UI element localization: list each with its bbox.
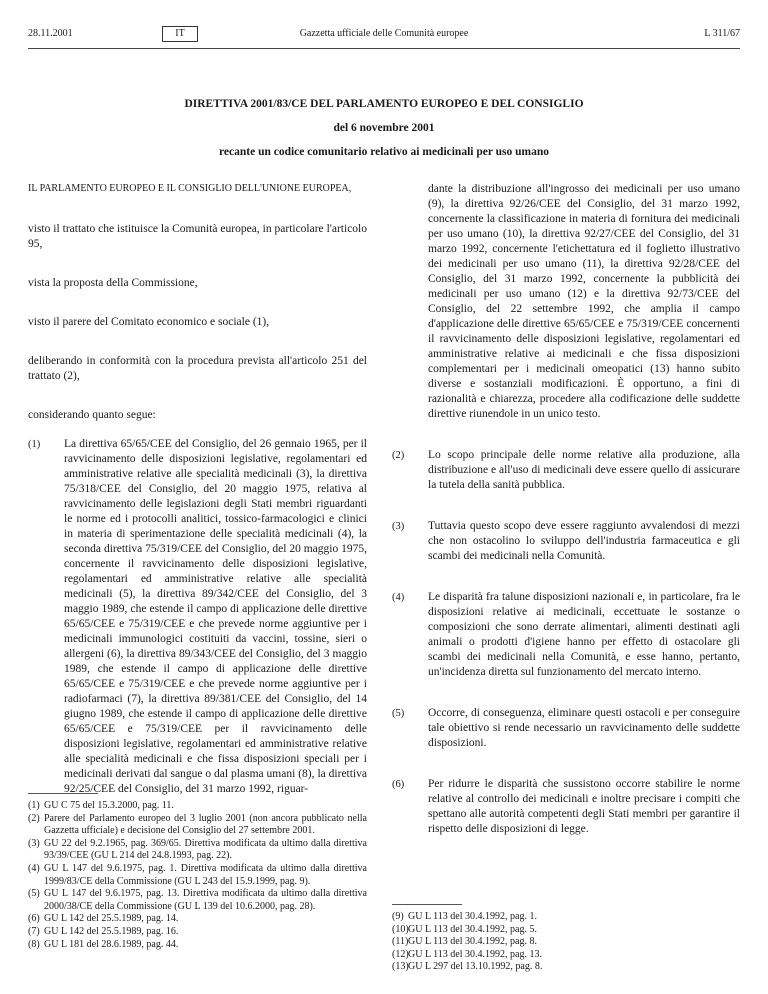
recital-2 (392, 448, 740, 493)
recital-5 (392, 706, 740, 751)
recital-number: (5) (392, 708, 405, 719)
footnote-text: GU L 113 del 30.4.1992, pag. 13. (408, 948, 542, 960)
citation-opinion: visto il parere del Comitato economico e sociale (1), (28, 316, 270, 328)
footnote-text: GU L 113 del 30.4.1992, pag. 1. (408, 911, 537, 922)
left-column (28, 182, 367, 797)
recital-text: Occorre, di conseguenza, eliminare questi ostacoli e per conseguire tale obiettivo si rende necessario un ravvicinamento delle suddette disposizioni. (428, 707, 740, 749)
footnote-text: GU L 142 del 25.5.1989, pag. 16. (44, 925, 179, 937)
footnote-text: GU C 75 del 15.3.2000, pag. 11. (44, 800, 174, 811)
footnote-marker: (1) (28, 800, 40, 811)
right-column (392, 182, 740, 837)
recital-number: (2) (392, 450, 405, 461)
recital-number: (6) (392, 779, 405, 790)
footnote-marker: (3) (28, 837, 40, 849)
footnote (28, 939, 367, 952)
footnote (28, 813, 367, 838)
recital-number: (3) (392, 521, 405, 532)
footnote-marker: (7) (28, 925, 40, 937)
footnote (28, 838, 367, 863)
footnote (28, 863, 367, 888)
page-number: L 311/67 (704, 28, 740, 39)
recital-number: (4) (392, 592, 405, 603)
citation-procedure: deliberando in conformità con la procedura prevista all'articolo 251 del trattato (2), (28, 355, 367, 382)
footnote (28, 926, 367, 939)
footnote-text: GU L 147 del 9.6.1975, pag. 1. Direttiva modificata da ultimo dalla direttiva 1999/83/CE della Commissione (GU L 243 del 15.9.1999, pag. 9). (44, 862, 367, 887)
footnote-text: Parere del Parlamento europeo del 3 luglio 2001 (non ancora pubblicato nella Gazzetta ufficiale) e decisione del Consiglio del 27 settembre 2001. (44, 812, 367, 837)
footnote (28, 913, 367, 926)
footnotes-right (392, 911, 740, 974)
footnote-text: GU L 142 del 25.5.1989, pag. 14. (44, 913, 179, 925)
footnotes-left (28, 800, 367, 951)
footnote-marker: (9) (392, 911, 404, 922)
footnote-text: GU L 113 del 30.4.1992, pag. 8. (408, 936, 537, 948)
whereas-intro: considerando quanto segue: (28, 409, 156, 421)
footnote (392, 949, 740, 962)
recital-text: Lo scopo principale delle norme relative alla produzione, alla distribuzione e all'uso di medicinali deve essere quello di assicurare la tutela della sanità pubblica. (428, 449, 740, 491)
page-header (28, 28, 740, 44)
recital-text: Per ridurre le disparità che sussistono occorre stabilire le norme relative al controllo dei medicinali e inoltre precisare i compiti che spettano alle autorità competenti degli Stati membri per garantire il rispetto delle disposizioni di legge. (428, 778, 740, 835)
journal-title: Gazzetta ufficiale delle Comunità europee (299, 28, 469, 39)
citation-treaty: visto il trattato che istituisce la Comunità europea, in particolare l'articolo 95, (28, 223, 367, 250)
document-title (28, 92, 740, 164)
title-line-1: DIRETTIVA 2001/83/CE DEL PARLAMENTO EUROPEO E DEL CONSIGLIO (184, 98, 584, 110)
recital-3 (392, 519, 740, 564)
footnote-marker: (2) (28, 812, 40, 824)
footnote-rule-left (28, 793, 98, 794)
footnote-rule-right (392, 904, 462, 905)
recital-text: La direttiva 65/65/CEE del Consiglio, del 26 gennaio 1965, per il ravvicinamento delle disposizioni legislative, regolamentari ed amministrative relative alle specialità medicinali (3), la direttiva 75/318/CEE del Consiglio, del 20 maggio 1975, relativa al ravvicinamento delle legislazioni degli Stati membri riguardanti le norme ed i protocolli analitici, tossico-farmacologici e clinici in materia di sperimentazione delle specialità medicinali (4), la seconda direttiva 75/319/CEE del Consiglio, del 20 maggio 1975, concernente il ravvicinamento delle disposizioni legislative, regolamentari ed amministrative relative alle specialità medicinali (5), la direttiva 89/342/CEE del Consiglio, del 3 maggio 1989, che estende il campo di applicazione delle direttive 65/65/CEE e 75/319/CEE e che prevede norme aggiuntive per i medicinali immunologici costituiti da vaccini, tossine, sieri o allergeni (6), la direttiva 89/343/CEE del Consiglio, del 3 maggio 1989, che estende il campo di applicazione delle direttive 65/65/CEE e 75/319/CEE e che prevede norme aggiuntive per i radiofarmaci (7), la direttiva 89/381/CEE del Consiglio, del 14 giugno 1989, che estende il campo di applicazione delle direttive 65/65/CEE e 75/319/CEE per il ravvicinamento delle disposizioni legislative, regolamentari ed amministrative relative alle specialità medicinali e che fissa disposizioni speciali per i medicinali derivati dal sangue o dal plasma umani (8), la direttiva 92/25/CEE del Consiglio, del 31 marzo 1992, riguar- (64, 438, 367, 795)
footnote (392, 911, 740, 924)
footnote-marker: (12) (392, 948, 409, 960)
footnote (392, 961, 740, 974)
recital-text: dante la distribuzione all'ingrosso dei medicinali per uso umano (9), la direttiva 92/26/CEE del Consiglio, del 31 marzo 1992, concernente la classificazione in materia di fornitura dei medicinali per uso umano (10), la direttiva 92/27/CEE del Consiglio, del 31 marzo 1992, concernente l'etichettatura ed il foglietto illustrativo dei medicinali per uso umano (11), la direttiva 92/28/CEE del Consiglio, del 31 marzo 1992, concernente la pubblicità dei medicinali per uso umano (12) e la direttiva 92/73/CEE del Consiglio, del 22 settembre 1992, che amplia il campo d'applicazione delle direttive 65/65/CEE e 75/319/CEE concernenti il ravvicinamento delle disposizioni legislative, regolamentari ed amministrative relative ai medicinali e che fissa disposizioni complementari per i medicinali omeopatici (13) hanno subito diverse e sostanziali modificazioni. È opportuno, a fini di razionalità e chiarezza, procedere alla codificazione delle suddette direttive riunendole in un unico testo. (428, 183, 740, 420)
publication-date: 28.11.2001 (28, 28, 73, 39)
footnote-text: GU L 297 del 13.10.1992, pag. 8. (408, 961, 543, 973)
footnote (392, 924, 740, 937)
footnote-text: GU 22 del 9.2.1965, pag. 369/65. Direttiva modificata da ultimo dalla direttiva 93/39/CEE (GU L 214 del 24.8.1993, pag. 22). (44, 837, 367, 862)
recital-4 (392, 590, 740, 680)
citation-proposal: vista la proposta della Commissione, (28, 277, 198, 289)
footnote-marker: (10) (392, 923, 409, 935)
recital-text: Tuttavia questo scopo deve essere raggiunto avvalendosi di mezzi che non ostacolino lo sviluppo dell'industria farmaceutica e gli scambi dei medicinali nella Comunità. (428, 520, 740, 562)
footnote-marker: (11) (392, 936, 409, 948)
footnote (28, 800, 367, 813)
recital-1 (28, 437, 367, 797)
footnote-marker: (13) (392, 961, 409, 973)
header-rule (28, 48, 740, 49)
footnote-text: GU L 147 del 9.6.1975, pag. 13. Direttiva modificata da ultimo dalla direttiva 2000/38/CE della Commissione (GU L 139 del 10.6.2000, pag. 28). (44, 888, 367, 912)
recital-text: Le disparità fra talune disposizioni nazionali e, in particolare, fra le disposizioni relative ai medicinali, eccettuate le sostanze o composizioni che sono derrate alimentari, alimenti destinati agli animali o prodotti d'igiene hanno per effetto di ostacolare gli scambi dei medicinali nella Comunità, e esse hanno, pertanto, un'incidenza diretta sul funzionamento del mercato interno. (428, 591, 740, 678)
footnote-text: GU L 113 del 30.4.1992, pag. 5. (408, 923, 537, 935)
title-line-3: recante un codice comunitario relativo ai medicinali per uso umano (219, 146, 549, 158)
language-badge: IT (162, 26, 198, 42)
enacting-authority: IL PARLAMENTO EUROPEO E IL CONSIGLIO DELL'UNIONE EUROPEA, (28, 183, 352, 194)
footnote-marker: (5) (28, 888, 40, 900)
title-line-2: del 6 novembre 2001 (333, 122, 435, 134)
footnote-text: GU L 181 del 28.6.1989, pag. 44. (44, 938, 179, 950)
recital-6 (392, 777, 740, 837)
footnote-marker: (6) (28, 913, 40, 925)
footnote (28, 888, 367, 913)
footnote-marker: (4) (28, 862, 40, 874)
footnote-marker: (8) (28, 938, 40, 950)
footnote (392, 936, 740, 949)
recital-1-continued (392, 182, 740, 422)
recital-number: (1) (28, 439, 41, 450)
